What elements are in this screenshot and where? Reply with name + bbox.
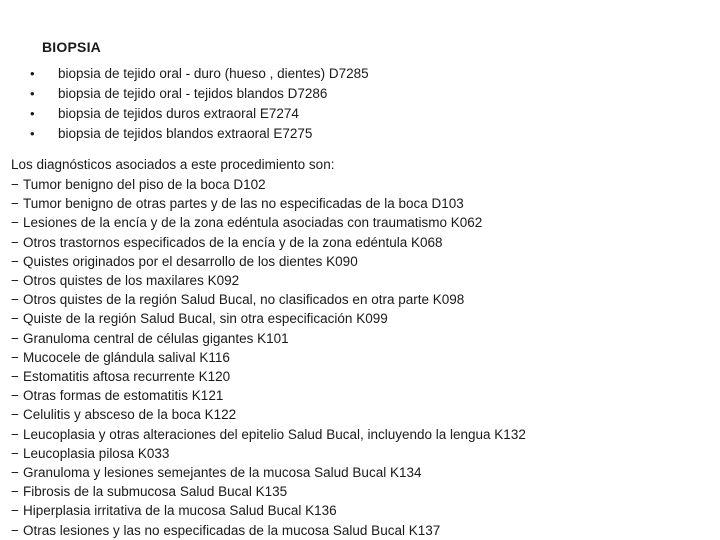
- list-item: [11, 386, 526, 405]
- dash-icon: −: [11, 369, 19, 385]
- list-item-text: biopsia de tejidos duros extraoral E7274: [58, 106, 299, 121]
- list-item: [11, 271, 526, 290]
- list-item-text: Celulitis y absceso de la boca K122: [23, 407, 237, 423]
- list-item-text: Estomatitis aftosa recurrente K120: [23, 369, 231, 385]
- list-item: [28, 124, 369, 144]
- list-item-text: Otros quistes de la región Salud Bucal, no clasificados en otra parte K098: [23, 292, 465, 308]
- list-item-text: Leucoplasia y otras alteraciones del epitelio Salud Bucal, incluyendo la lengua K132: [23, 426, 526, 442]
- list-item-text: biopsia de tejidos blandos extraoral E7275: [58, 126, 313, 141]
- list-item-text: Lesiones de la encía y de la zona edéntula asociadas con traumatismo K062: [23, 215, 483, 231]
- list-item: [11, 463, 526, 482]
- list-item-text: Hiperplasia irritativa de la mucosa Salud Bucal K136: [23, 503, 337, 519]
- list-item: [11, 482, 526, 501]
- dash-icon: −: [11, 426, 19, 442]
- list-item: [11, 521, 526, 540]
- list-item-text: Otras formas de estomatitis K121: [23, 388, 224, 404]
- list-item-text: Tumor benigno de otras partes y de las no especificadas de la boca D103: [23, 196, 464, 212]
- list-item-text: Quistes originados por el desarrollo de los dientes K090: [23, 253, 358, 269]
- dash-icon: −: [11, 445, 19, 461]
- list-item: [11, 213, 526, 232]
- list-item-text: Mucocele de glándula salival K116: [23, 349, 230, 365]
- list-item-text: Otras lesiones y las no especificadas de la mucosa Salud Bucal K137: [23, 522, 441, 538]
- list-item: [28, 64, 369, 84]
- list-item: [28, 104, 369, 124]
- list-item: [11, 501, 526, 520]
- list-item-text: Tumor benigno del piso de la boca D102: [23, 177, 266, 192]
- list-item: [11, 425, 526, 444]
- list-item: [11, 405, 526, 424]
- list-item: [11, 175, 526, 194]
- list-item: [11, 252, 526, 271]
- dash-icon: −: [11, 196, 19, 212]
- list-item: [11, 348, 526, 367]
- list-item: [11, 194, 526, 213]
- list-item: [11, 444, 526, 463]
- dash-icon: −: [11, 484, 19, 500]
- list-item-text: Fibrosis de la submucosa Salud Bucal K135: [23, 484, 288, 500]
- dash-icon: −: [11, 407, 19, 423]
- list-item: [28, 84, 369, 104]
- bullet-icon: •: [30, 126, 35, 141]
- dash-icon: −: [11, 273, 19, 289]
- list-item: [11, 290, 526, 309]
- list-item-text: Quiste de la región Salud Bucal, sin otra especificación K099: [23, 311, 388, 327]
- list-item: [11, 233, 526, 252]
- biopsy-procedure-list: [28, 64, 369, 144]
- dash-icon: −: [11, 503, 19, 519]
- dash-icon: −: [11, 311, 19, 327]
- list-item-text: Otros quistes de los maxilares K092: [23, 273, 240, 289]
- dash-icon: −: [11, 522, 19, 538]
- dash-icon: −: [11, 388, 19, 404]
- bullet-icon: •: [30, 106, 35, 121]
- dash-icon: −: [11, 330, 19, 346]
- list-item-text: biopsia de tejido oral - duro (hueso , dientes) D7285: [58, 66, 369, 81]
- dash-icon: −: [11, 234, 19, 250]
- list-item-text: Otros trastornos especificados de la encía y de la zona edéntula K068: [23, 234, 443, 250]
- dash-icon: −: [11, 292, 19, 308]
- dash-icon: −: [11, 253, 19, 269]
- list-item-text: Granuloma y lesiones semejantes de la mucosa Salud Bucal K134: [23, 465, 422, 481]
- bullet-icon: •: [30, 66, 35, 81]
- diagnoses-intro: Los diagnósticos asociados a este procedimiento son:: [11, 157, 335, 172]
- list-item-text: Leucoplasia pilosa K033: [23, 445, 170, 461]
- dash-icon: −: [11, 465, 19, 481]
- list-item-text: Granuloma central de células gigantes K101: [23, 330, 289, 346]
- dash-icon: −: [11, 215, 19, 231]
- diagnoses-list: [11, 175, 526, 540]
- list-item: [11, 329, 526, 348]
- bullet-icon: •: [30, 86, 35, 101]
- page-title: BIOPSIA: [42, 39, 101, 55]
- dash-icon: −: [11, 349, 19, 365]
- list-item: [11, 367, 526, 386]
- dash-icon: −: [11, 177, 19, 192]
- list-item: [11, 309, 526, 328]
- list-item-text: biopsia de tejido oral - tejidos blandos D7286: [58, 86, 328, 101]
